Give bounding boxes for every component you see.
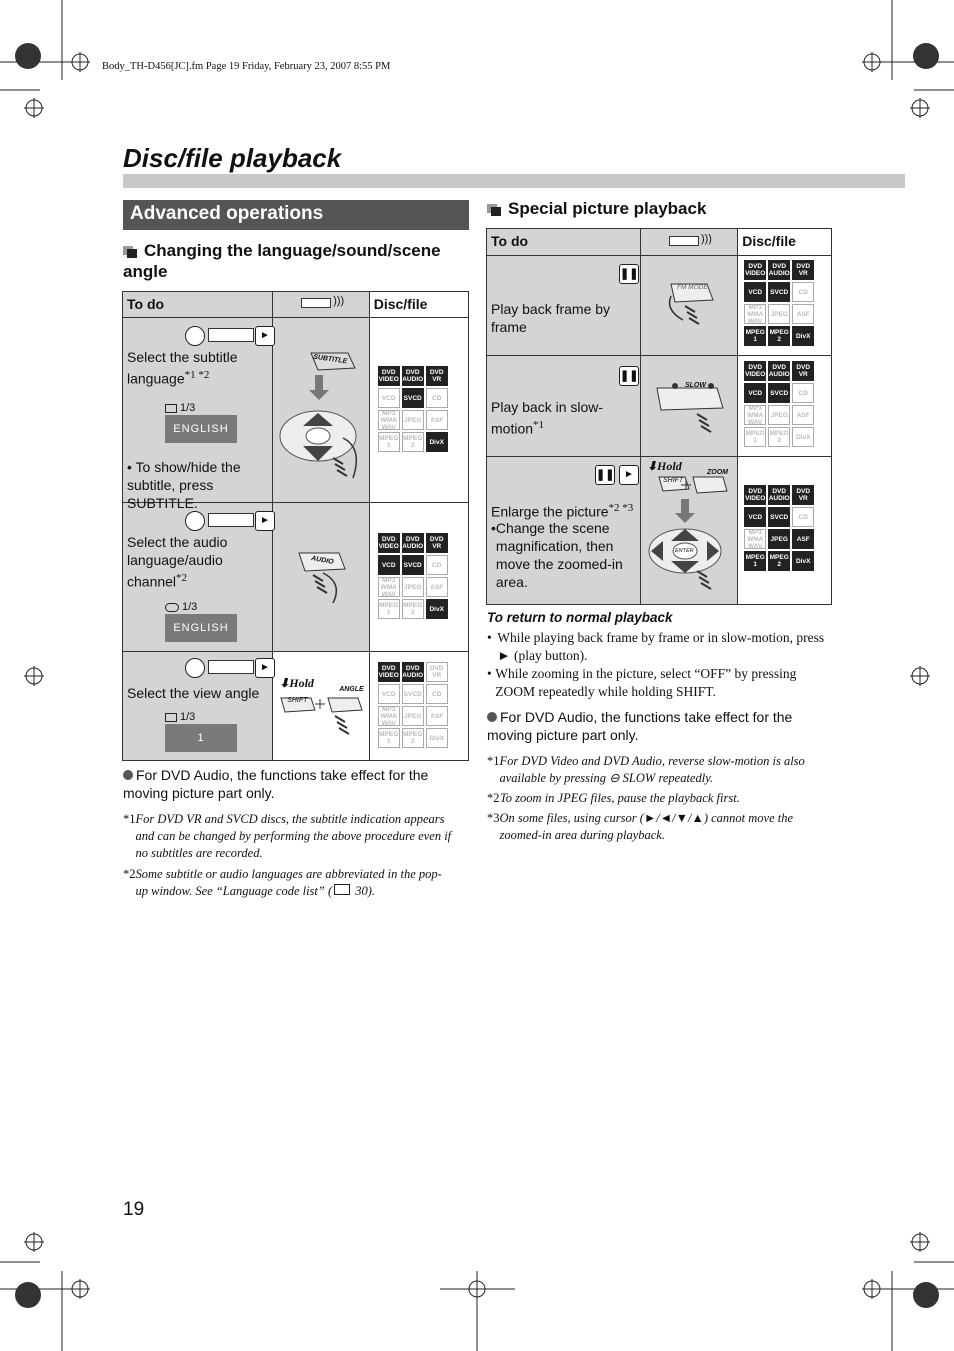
disc-badge: DVD VIDEO	[744, 485, 766, 505]
square-bullet-icon	[487, 204, 502, 216]
table-row	[487, 256, 832, 356]
disc-badge: DVD VIDEO	[744, 361, 766, 381]
disc-badge: SVCD	[402, 684, 424, 704]
row-label-3: channel	[127, 573, 177, 590]
disc-badge: DVD VIDEO	[744, 260, 766, 280]
footnote-text: Some subtitle or audio languages are abbreviated in the pop-up window. See “Language code list” (	[135, 867, 442, 898]
enter-button-label: ENTER	[674, 548, 694, 554]
footnote-text: For DVD Video and DVD Audio, reverse slow-motion is also available by pressing ⊖ SLOW repeatedly.	[499, 754, 805, 785]
disc-badge: MPEG 2	[402, 728, 424, 748]
disc-badge: DivX	[426, 432, 448, 452]
pause-icon: ❚❚	[619, 264, 639, 284]
dvd-audio-note: For DVD Audio, the functions take effect for the moving picture part only.	[123, 767, 429, 801]
book-ref-icon	[334, 884, 350, 895]
row-label: Play back frame by frame	[491, 301, 611, 335]
footnote-text: For DVD VR and SVCD discs, the subtitle indication appears and can be changed by performing the above procedure even if no subtitles are recorded.	[135, 812, 452, 860]
disc-badge: MPEG 1	[744, 326, 766, 346]
footnote-ref: 30).	[355, 884, 376, 898]
disc-badge: DVD VR	[426, 533, 448, 553]
note-icon	[487, 712, 497, 722]
disc-badge: DVD VR	[426, 366, 448, 386]
disc-badges	[744, 361, 814, 447]
section-title: Advanced operations	[130, 203, 324, 224]
subtitle-button-illustration	[273, 318, 373, 502]
zoom-button-illustration	[641, 457, 741, 604]
disc-badge: MP3 WMA WAV	[378, 706, 400, 726]
disc-badge: DVD VIDEO	[378, 366, 400, 386]
footnote-mark: *2	[487, 791, 500, 805]
return-list	[487, 629, 829, 701]
row-label: Enlarge the picture	[491, 503, 609, 520]
disc-badge: ASF	[792, 529, 814, 549]
left-table	[122, 291, 469, 761]
osd-value: ENGLISH	[173, 423, 229, 435]
clock-icon	[185, 326, 205, 346]
angle-icon	[165, 713, 177, 722]
disc-badge: MP3 WMA WAV	[744, 529, 766, 549]
audio-button-illustration	[273, 503, 373, 651]
disc-badges	[744, 260, 814, 346]
footnote-marks: *2 *3	[608, 502, 634, 514]
disc-badge: MPEG 2	[768, 326, 790, 346]
return-heading: To return to normal playback	[487, 610, 673, 625]
table-row	[123, 318, 469, 503]
osd-subtitle	[165, 401, 237, 443]
footnote-mark: *1	[487, 754, 500, 768]
disc-badge: SVCD	[768, 507, 790, 527]
play-icon: ►	[255, 511, 275, 531]
disc-badge: DVD VIDEO	[378, 662, 400, 682]
pause-icon: ❚❚	[595, 465, 615, 485]
disc-badge: MPEG 1	[744, 551, 766, 571]
col-disc-header: Disc/file	[738, 229, 832, 256]
table-row	[487, 457, 832, 605]
remote-icon	[208, 513, 254, 527]
disc-badge: MPEG 1	[378, 432, 400, 452]
left-subheading: Changing the language/sound/scene angle	[123, 241, 441, 281]
disc-badge: VCD	[378, 555, 400, 575]
disc-badges	[378, 366, 448, 452]
shift-angle-illustration	[273, 652, 373, 760]
disc-badge: DivX	[792, 427, 814, 447]
row-label-1: Select the audio	[127, 534, 228, 550]
disc-badge: CD	[792, 282, 814, 302]
disc-badge: DVD AUDIO	[768, 361, 790, 381]
osd-count: 1/3	[182, 601, 198, 613]
disc-badge: VCD	[744, 383, 766, 403]
right-table	[486, 228, 832, 605]
col-todo-header: To do	[487, 229, 641, 256]
clock-icon	[185, 658, 205, 678]
slow-button-illustration	[641, 356, 741, 456]
disc-badge: DVD AUDIO	[768, 485, 790, 505]
footnote-mark: *1	[123, 812, 136, 826]
disc-badge: JPEG	[768, 529, 790, 549]
disc-badge: VCD	[378, 684, 400, 704]
angle-button-label: ANGLE	[339, 686, 364, 693]
footnote-marks: *1 *2	[184, 369, 210, 381]
footnote-mark: *3	[487, 811, 500, 825]
shift-button-label: SHIFT	[287, 697, 308, 704]
disc-badges	[378, 662, 448, 748]
disc-badge: MPEG 1	[744, 427, 766, 447]
table-row	[123, 652, 469, 761]
disc-badge: DVD VR	[426, 662, 448, 682]
osd-value: ENGLISH	[173, 622, 229, 634]
disc-badge: VCD	[378, 388, 400, 408]
disc-badge: SVCD	[768, 383, 790, 403]
disc-badge: ASF	[792, 405, 814, 425]
dvd-audio-note: For DVD Audio, the functions take effect for the moving picture part only.	[487, 709, 793, 743]
subtitle-icon	[165, 404, 177, 413]
disc-badge: MPEG 2	[402, 599, 424, 619]
disc-badge: CD	[426, 684, 448, 704]
clock-icon	[185, 511, 205, 531]
bullet-note: • Change the scene magnification, then move the zoomed-in area.	[491, 520, 623, 590]
footnote-mark: *2	[123, 867, 136, 881]
disc-badge: ASF	[426, 410, 448, 430]
col-remote-header	[640, 229, 737, 256]
col-todo-header: To do	[123, 292, 273, 318]
disc-badge: DivX	[792, 551, 814, 571]
osd-audio	[165, 600, 237, 642]
disc-badge: ASF	[426, 706, 448, 726]
signal-icon: )))	[333, 295, 345, 307]
hold-label: ⬇Hold	[279, 676, 314, 690]
zoom-button-label: ZOOM	[706, 469, 728, 476]
disc-badge: CD	[792, 507, 814, 527]
left-footnotes	[123, 811, 453, 900]
footnote-text: On some files, using cursor (►/◄/▼/▲) cannot move the zoomed-in area during playback.	[499, 811, 794, 842]
osd-count: 1/3	[180, 711, 196, 723]
col-disc-header: Disc/file	[369, 292, 468, 318]
fm-mode-label: FM MODE	[676, 284, 708, 291]
disc-badge: MPEG 1	[378, 599, 400, 619]
remote-icon	[208, 328, 254, 342]
list-item: • While playing back frame by frame or in slow-motion, press ► (play button).	[487, 630, 825, 663]
play-icon: ►	[619, 465, 639, 485]
pause-icon: ❚❚	[619, 366, 639, 386]
section-title-bar	[123, 200, 469, 230]
disc-badge: DVD AUDIO	[768, 260, 790, 280]
page-title: Disc/file playback	[123, 143, 342, 173]
disc-badge: JPEG	[402, 706, 424, 726]
row-label: Select the subtitle language	[127, 349, 238, 387]
row-label: Select the view angle	[127, 685, 260, 701]
osd-count: 1/3	[180, 402, 196, 414]
right-footnotes	[487, 753, 829, 844]
disc-badge: DivX	[426, 599, 448, 619]
disc-badge: SVCD	[402, 388, 424, 408]
title-rule	[123, 174, 905, 188]
disc-badge: CD	[792, 383, 814, 403]
shift-button-label: SHIFT	[662, 477, 684, 484]
disc-badge: JPEG	[768, 304, 790, 324]
disc-badge: VCD	[744, 507, 766, 527]
play-icon: ►	[255, 658, 275, 678]
audio-icon	[165, 603, 179, 612]
signal-icon: )))	[700, 233, 712, 245]
disc-badge: MP3 WMA WAV	[378, 577, 400, 597]
footnote-marks: *2	[176, 572, 188, 584]
disc-badge: DVD VR	[792, 485, 814, 505]
remote-icon	[301, 298, 331, 308]
table-row	[487, 356, 832, 457]
square-bullet-icon	[123, 246, 138, 258]
disc-badge: DVD VR	[792, 260, 814, 280]
disc-badges	[744, 485, 814, 571]
hold-label: ⬇Hold	[646, 459, 682, 473]
disc-badge: ASF	[792, 304, 814, 324]
disc-badge: VCD	[744, 282, 766, 302]
page-number: 19	[123, 1199, 145, 1220]
disc-badge: MP3 WMA WAV	[378, 410, 400, 430]
file-info-header: Body_TH-D456[JC].fm Page 19 Friday, February 23, 2007 8:55 PM	[102, 61, 391, 72]
disc-badge: ASF	[426, 577, 448, 597]
subtitle-button-label: SUBTITLE	[312, 353, 348, 366]
slow-button-label: SLOW	[684, 382, 706, 389]
right-subheading: Special picture playback	[487, 198, 827, 219]
fm-mode-button-illustration	[641, 256, 741, 355]
disc-badge: DVD AUDIO	[402, 662, 424, 682]
disc-badge: JPEG	[768, 405, 790, 425]
disc-badge: SVCD	[768, 282, 790, 302]
disc-badge: DVD AUDIO	[402, 366, 424, 386]
disc-badge: MPEG 2	[768, 551, 790, 571]
row-label: Play back in slow-motion	[491, 399, 604, 437]
disc-badge: DVD AUDIO	[402, 533, 424, 553]
remote-icon	[208, 660, 254, 674]
disc-badges	[378, 533, 448, 619]
disc-badge: DVD VR	[792, 361, 814, 381]
col-remote-header	[273, 292, 370, 318]
disc-badge: MPEG 2	[402, 432, 424, 452]
disc-badge: DVD VIDEO	[378, 533, 400, 553]
remote-icon	[669, 236, 699, 246]
disc-badge: MP3 WMA WAV	[744, 405, 766, 425]
list-item: • While zooming in the picture, select “OFF” by pressing ZOOM repeatedly while holding SHIFT.	[487, 666, 797, 699]
disc-badge: JPEG	[402, 410, 424, 430]
disc-badge: DivX	[792, 326, 814, 346]
disc-badge: SVCD	[402, 555, 424, 575]
footnote-text: To zoom in JPEG files, pause the playback first.	[500, 791, 740, 805]
audio-button-label: AUDIO	[310, 555, 335, 566]
table-row	[123, 503, 469, 652]
osd-angle	[165, 710, 237, 752]
disc-badge: DivX	[426, 728, 448, 748]
disc-badge: CD	[426, 555, 448, 575]
disc-badge: JPEG	[402, 577, 424, 597]
disc-badge: CD	[426, 388, 448, 408]
disc-badge: MP3 WMA WAV	[744, 304, 766, 324]
footnote-marks: *1	[533, 419, 545, 431]
row-label-2: language/audio	[127, 552, 223, 568]
osd-value: 1	[197, 732, 205, 744]
note-icon	[123, 770, 133, 780]
bullet-note: • To show/hide the subtitle, press SUBTITLE.	[127, 459, 241, 511]
disc-badge: MPEG 2	[768, 427, 790, 447]
play-icon: ►	[255, 326, 275, 346]
disc-badge: MPEG 1	[378, 728, 400, 748]
